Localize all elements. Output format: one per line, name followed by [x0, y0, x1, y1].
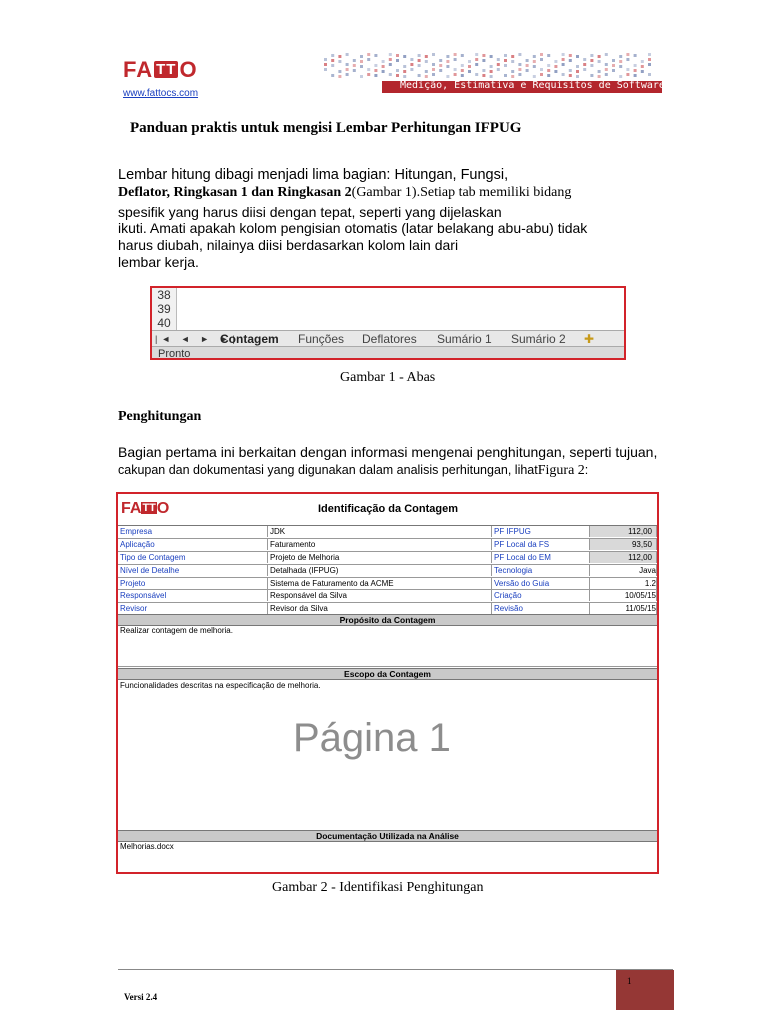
banner-dot [641, 65, 644, 68]
banner-dot [583, 68, 586, 71]
field-label: Criação [492, 590, 590, 601]
field-label: Revisão [492, 603, 590, 614]
banner-dot [331, 74, 334, 77]
sheet-logo [121, 500, 169, 518]
section-line-2-text: cakupan dan dokumentasi yang digunakan dalam analisis perhitungan, lihat [118, 463, 538, 477]
banner-dot [432, 63, 435, 66]
purpose-divider [118, 666, 657, 667]
intro-line-1: Lembar hitung dibagi menjadi lima bagian: Hitungan, Fungsi, [118, 167, 509, 183]
section-line-1: Bagian pertama ini berkaitan dengan informasi mengenai penghitungan, seperti tujuan, [118, 444, 658, 460]
banner-dot [353, 59, 356, 62]
banner-dot [576, 55, 579, 58]
banner-dot [468, 60, 471, 63]
banner-dot [374, 74, 377, 77]
logo-text-right: O [179, 57, 198, 82]
logo-text-left: FA [123, 57, 154, 82]
page-number-box [616, 970, 674, 1010]
banner-dot [374, 54, 377, 57]
banner-dot [331, 59, 334, 62]
banner-dot [497, 63, 500, 66]
computed-value: 112,00 [590, 552, 657, 563]
status-text: Pronto [158, 348, 191, 360]
banner-dot [475, 53, 478, 56]
field-label: PF IFPUG [492, 526, 590, 537]
banner-dot [454, 73, 457, 76]
row-number: 40 [152, 316, 177, 331]
banner-dot [454, 58, 457, 61]
banner-dot [533, 55, 536, 58]
banner-dot [346, 73, 349, 76]
banner-dot [403, 70, 406, 73]
sheet-logo-right: O [156, 500, 170, 517]
banner-dot [382, 65, 385, 68]
banner-dot [490, 55, 493, 58]
intro-line-6: lembar kerja. [118, 254, 199, 270]
banner-dot [425, 75, 428, 78]
banner-dot [367, 53, 370, 56]
banner-dot [360, 60, 363, 63]
banner-dot [598, 55, 601, 58]
banner-dot [605, 63, 608, 66]
banner-dot [547, 69, 550, 72]
banner-dot [554, 70, 557, 73]
logo-mark: TT [156, 61, 177, 78]
banner-dot [482, 74, 485, 77]
banner-dot [634, 69, 637, 72]
banner-dot [576, 75, 579, 78]
banner-dot [403, 65, 406, 68]
banner-dot [511, 60, 514, 63]
banner-dot [324, 63, 327, 66]
banner-dot [562, 63, 565, 66]
banner-dot [598, 70, 601, 73]
banner-dot [540, 73, 543, 76]
figure-2-reference: Figura 2 [537, 463, 585, 478]
banner-dot [626, 58, 629, 61]
fattocs-logo [123, 57, 198, 83]
banner-dot [641, 70, 644, 73]
intro-line-5: harus diubah, nilainya diisi berdasarkan kolom lain dari [118, 237, 459, 253]
banner-dot [490, 70, 493, 73]
banner-dot [605, 73, 608, 76]
banner-dot [346, 53, 349, 56]
banner-dot [324, 58, 327, 61]
intro-ref: (Gambar 1).Setiap tab memiliki bidang [351, 185, 572, 200]
banner-dot [518, 63, 521, 66]
banner-dot [461, 64, 464, 67]
banner-dot [504, 59, 507, 62]
banner-dot [547, 74, 550, 77]
section-title: Penghitungan [118, 409, 202, 424]
banner-dot [439, 64, 442, 67]
banner-dot [360, 65, 363, 68]
banner-dot [598, 60, 601, 63]
scope-text: Funcionalidades descritas na especificação de melhoria. [120, 681, 321, 690]
banner-dot [554, 60, 557, 63]
banner-dot [526, 69, 529, 72]
table-row [118, 539, 657, 552]
banner-dot [475, 58, 478, 61]
banner-dot [526, 59, 529, 62]
banner-dot [554, 65, 557, 68]
banner-dot [626, 68, 629, 71]
banner-dot [634, 54, 637, 57]
banner-dot [403, 55, 406, 58]
row-number: 39 [152, 302, 177, 317]
tab-sumario-1[interactable]: Sumário 1 [437, 332, 492, 346]
banner-dot [562, 53, 565, 56]
field-value[interactable]: 11/05/15 [590, 603, 657, 614]
banner-dot [569, 69, 572, 72]
sheet-nav-buttons[interactable]: |◄ ◄ ► ►| [155, 334, 239, 344]
banner-dot [590, 74, 593, 77]
banner-dot [418, 59, 421, 62]
insert-sheet-icon[interactable]: ✚ [584, 332, 595, 346]
banner-dot [353, 69, 356, 72]
banner-dot [475, 73, 478, 76]
purpose-text: Realizar contagem de melhoria. [120, 626, 233, 635]
banner-dot [425, 55, 428, 58]
field-value[interactable]: Sistema de Faturamento da ACME [268, 578, 492, 589]
banner-dot [446, 60, 449, 63]
banner-dot [562, 58, 565, 61]
banner-dot [338, 55, 341, 58]
sheet-logo-mark: TT [142, 502, 156, 514]
banner-dot [338, 75, 341, 78]
banner-dot [583, 63, 586, 66]
banner-dot [461, 74, 464, 77]
field-label: Versão do Guia [492, 578, 590, 589]
section-line-2 [118, 461, 588, 480]
tab-deflatores[interactable]: Deflatores [362, 332, 417, 346]
banner-dot [461, 69, 464, 72]
banner-dot [518, 68, 521, 71]
purpose-header: Propósito da Contagem [118, 614, 657, 626]
banner-dot [331, 54, 334, 57]
banner-dot [367, 73, 370, 76]
page-watermark: Página 1 [293, 716, 451, 760]
banner-dot [396, 69, 399, 72]
banner-dot [497, 68, 500, 71]
sheet-logo-left: FA [121, 500, 142, 517]
banner-dot [360, 55, 363, 58]
banner-dot [389, 73, 392, 76]
field-label: Responsável [118, 590, 268, 601]
computed-value: 93,50 [590, 539, 657, 550]
banner-dot [374, 64, 377, 67]
banner-dot [511, 75, 514, 78]
banner-dot [338, 70, 341, 73]
banner-dot [446, 65, 449, 68]
banner-dot [410, 68, 413, 71]
banner-dot [547, 54, 550, 57]
banner-dot [324, 68, 327, 71]
documentation-header: Documentação Utilizada na Análise [118, 830, 657, 842]
banner-dot [569, 54, 572, 57]
figure-1-caption: Gambar 1 - Abas [340, 370, 436, 385]
banner-dot [619, 65, 622, 68]
banner-dot [518, 53, 521, 56]
banner-dot [410, 63, 413, 66]
banner-dot [626, 53, 629, 56]
table-row [118, 565, 657, 578]
banner-dot [446, 55, 449, 58]
banner-dot [533, 65, 536, 68]
identification-grid [118, 525, 657, 616]
banner-dot [468, 65, 471, 68]
field-label: Aplicação [118, 539, 268, 550]
banner-dot [569, 74, 572, 77]
header-tagline: Medição, Estimativa e Requisitos de Software [400, 80, 665, 91]
banner-dot [547, 64, 550, 67]
banner-dot [454, 68, 457, 71]
banner-dot [598, 75, 601, 78]
banner-dot [432, 53, 435, 56]
banner-dot [418, 54, 421, 57]
banner-dot [518, 73, 521, 76]
computed-value: 112,00 [590, 526, 657, 537]
banner-dot [461, 54, 464, 57]
table-row [118, 590, 657, 603]
banner-dot [396, 54, 399, 57]
field-label: Projeto [118, 578, 268, 589]
banner-dot [504, 54, 507, 57]
banner-dot [389, 58, 392, 61]
banner-dot [619, 55, 622, 58]
field-label: Revisor [118, 603, 268, 614]
banner-dot [382, 70, 385, 73]
documentation-text: Melhorias.docx [120, 842, 174, 851]
banner-dot [360, 75, 363, 78]
banner-dot [353, 64, 356, 67]
banner-dot [432, 68, 435, 71]
field-label: Tipo de Contagem [118, 552, 268, 563]
figure-1-sheet-tabs [150, 286, 626, 360]
banner-dot [331, 64, 334, 67]
sheet-title: Identificação da Contagem [318, 503, 458, 515]
banner-dot [605, 68, 608, 71]
page-title: Panduan praktis untuk mengisi Lembar Perhitungan IFPUG [130, 120, 522, 136]
banner-dot [338, 60, 341, 63]
banner-dot [576, 65, 579, 68]
banner-dot [576, 70, 579, 73]
field-value[interactable]: Faturamento [268, 539, 492, 550]
banner-dot [396, 59, 399, 62]
banner-dot [648, 73, 651, 76]
banner-dot [389, 53, 392, 56]
banner-dot [418, 74, 421, 77]
banner-dot [619, 60, 622, 63]
document-version: Versi 2.4 [124, 992, 158, 1002]
website-link[interactable]: www.fattocs.com [123, 88, 199, 99]
banner-dot [619, 75, 622, 78]
field-label: Nível de Detalhe [118, 565, 268, 576]
scope-header: Escopo da Contagem [118, 668, 657, 680]
banner-dot [497, 58, 500, 61]
banner-dot [490, 65, 493, 68]
banner-dot [482, 59, 485, 62]
banner-dot [504, 74, 507, 77]
banner-dot [562, 73, 565, 76]
field-label: PF Local do EM [492, 552, 590, 563]
field-value[interactable]: Projeto de Melhoria [268, 552, 492, 563]
banner-dot [511, 70, 514, 73]
banner-dot [612, 64, 615, 67]
banner-dot [569, 59, 572, 62]
banner-dot [590, 64, 593, 67]
footer-divider [118, 969, 673, 970]
banner-dot [511, 55, 514, 58]
banner-dot [583, 58, 586, 61]
row-number: 38 [152, 288, 177, 303]
table-row [118, 552, 657, 565]
banner-dot [504, 64, 507, 67]
field-value[interactable]: JDK [268, 526, 492, 537]
banner-dot [425, 60, 428, 63]
field-value[interactable]: 10/05/15 [590, 590, 657, 601]
banner-dot [475, 63, 478, 66]
field-label: Tecnologia [492, 565, 590, 576]
banner-dot [346, 63, 349, 66]
field-label: PF Local da FS [492, 539, 590, 550]
banner-dot [641, 60, 644, 63]
field-label: Empresa [118, 526, 268, 537]
field-value[interactable]: 1.2 [590, 578, 657, 589]
banner-dot [389, 63, 392, 66]
field-value[interactable]: Java [590, 565, 657, 576]
tab-funcoes[interactable]: Funções [298, 332, 345, 346]
banner-dot [526, 64, 529, 67]
banner-dot [374, 69, 377, 72]
banner-dot [590, 54, 593, 57]
page-number: 1 [627, 976, 632, 986]
banner-dot [367, 68, 370, 71]
banner-dot [403, 75, 406, 78]
figure-2-caption: Gambar 2 - Identifikasi Penghitungan [272, 880, 484, 895]
banner-dot [648, 63, 651, 66]
banner-dot [490, 75, 493, 78]
figure-2-identification-sheet [116, 492, 659, 874]
sheet-tab-bar [152, 330, 624, 347]
banner-dot [590, 59, 593, 62]
banner-dot [439, 69, 442, 72]
banner-dot [396, 74, 399, 77]
banner-dot [446, 75, 449, 78]
field-value[interactable]: Responsável da Silva [268, 590, 492, 601]
table-row [118, 526, 657, 539]
banner-dot [454, 53, 457, 56]
banner-dot [634, 74, 637, 77]
field-value[interactable]: Detalhada (IFPUG) [268, 565, 492, 576]
banner-dot [432, 73, 435, 76]
banner-dot [540, 58, 543, 61]
banner-dot [425, 70, 428, 73]
banner-dot [540, 53, 543, 56]
banner-dot [533, 75, 536, 78]
banner-dot [346, 68, 349, 71]
banner-dot [612, 59, 615, 62]
section-line-2-end: : [584, 463, 589, 477]
banner-dot [482, 69, 485, 72]
banner-dot [626, 73, 629, 76]
banner-dot [382, 60, 385, 63]
banner-dot [482, 54, 485, 57]
intro-bold-terms: Deflator, Ringkasan 1 dan Ringkasan 2 [118, 185, 352, 200]
tab-contagem[interactable]: Contagem [220, 332, 279, 346]
table-row [118, 578, 657, 591]
banner-dot [418, 64, 421, 67]
banner-dot [410, 58, 413, 61]
banner-dot [612, 69, 615, 72]
tab-sumario-2[interactable]: Sumário 2 [511, 332, 566, 346]
banner-dot [634, 64, 637, 67]
field-value[interactable]: Revisor da Silva [268, 603, 492, 614]
banner-dot [439, 59, 442, 62]
banner-dot [468, 70, 471, 73]
banner-dot [605, 53, 608, 56]
intro-line-2 [118, 184, 571, 202]
banner-dot [648, 58, 651, 61]
banner-dot [533, 60, 536, 63]
banner-dot [648, 53, 651, 56]
banner-dot [367, 58, 370, 61]
intro-line-3: spesifik yang harus diisi dengan tepat, seperti yang dijelaskan [118, 204, 502, 220]
banner-dot [540, 68, 543, 71]
intro-line-4: ikuti. Amati apakah kolom pengisian otomatis (latar belakang abu-abu) tidak [118, 220, 588, 236]
status-bar [152, 346, 624, 360]
